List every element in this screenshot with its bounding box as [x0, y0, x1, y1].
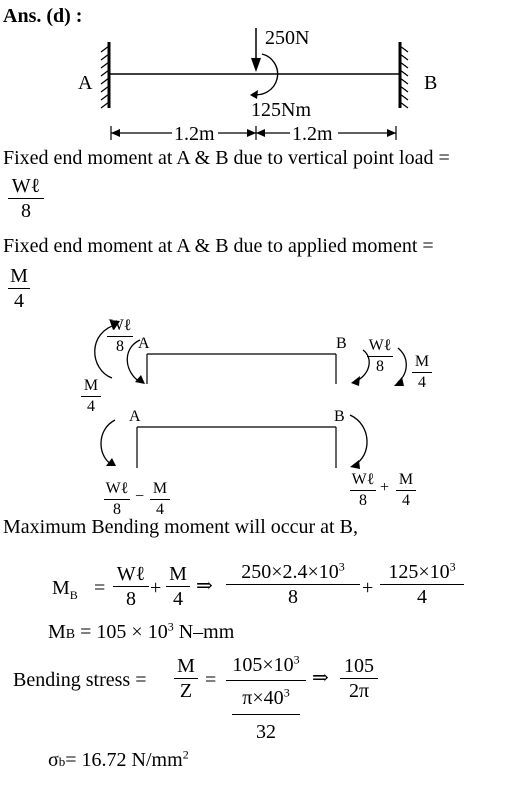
eq3-inner-bar — [232, 714, 300, 715]
eq1-term1: Wℓ 8 — [113, 564, 149, 609]
fraction-wl-8: Wℓ 8 — [8, 176, 44, 221]
eq1-term2: M 4 — [166, 564, 190, 609]
moment-label: 125Nm — [251, 99, 311, 121]
eq3-m-over-z: M Z — [174, 656, 198, 701]
eq3-f2-numerator: $105\times 10^3$ — [232, 652, 300, 676]
text-line-2: Fixed end moment at A & B due to applied moment = — [3, 235, 434, 257]
text-line-1: Fixed end moment at A & B due to vertical point load = — [3, 147, 450, 169]
moment-wl8-top-left: Wℓ 8 — [108, 317, 132, 355]
resultant-a-wl8: Wℓ 8 — [105, 480, 129, 518]
dimension-left: 1.2m — [174, 123, 215, 145]
dimension-right: 1.2m — [292, 123, 333, 145]
resultant-b-plus: + — [380, 479, 390, 496]
resultant-b-m4: M 4 — [396, 472, 416, 509]
label-a-bottom: A — [129, 408, 141, 425]
eq3-implies: ⇒ — [312, 667, 329, 689]
eq1-term4: $125\times 10^3$ 4 — [380, 562, 464, 607]
resultant-a-m4: M 4 — [150, 481, 170, 518]
eq3-f2-inner-denominator: 32 — [256, 721, 276, 743]
moment-m4-top-left: M 4 — [81, 378, 101, 415]
eq1-term3: $250\times 2.4\times 10^3$ 8 — [226, 562, 360, 607]
eq1-lhs: $M_B$ — [52, 577, 78, 602]
answer-label: Ans. (d) : — [3, 5, 83, 27]
eq1-equals: = — [94, 577, 106, 599]
eq4-final-stress: σb= 16.72 $N/mm^2$ — [48, 747, 189, 771]
eq3-main-bar — [226, 680, 306, 681]
fraction-m-4: M 4 — [8, 266, 30, 311]
support-a-label: A — [78, 72, 93, 94]
text-line-3: Maximum Bending moment will occur at B, — [3, 516, 358, 538]
support-b-label: B — [424, 72, 438, 94]
eq3-equals: = — [205, 669, 217, 691]
label-b-top: B — [336, 335, 347, 352]
moment-m4-top-right: M 4 — [412, 354, 432, 391]
point-load-label: 250N — [265, 27, 310, 49]
resultant-a-minus: − — [135, 488, 145, 505]
eq1-plus1: + — [150, 577, 162, 599]
moment-wl8-top-right: Wℓ 8 — [368, 337, 392, 375]
label-a-top: A — [138, 335, 150, 352]
eq3-label: Bending stress = — [13, 669, 147, 691]
eq2-mb-result: MB = $105 \times 10^3$ N–mm — [48, 619, 235, 643]
eq1-implies: ⇒ — [196, 575, 213, 597]
label-b-bottom: B — [334, 408, 345, 425]
resultant-b-wl8: Wℓ 8 — [351, 471, 375, 509]
eq1-plus2: + — [362, 577, 374, 599]
eq3-result-fraction: 105 2π — [340, 656, 378, 701]
eq3-f2-inner-numerator: $\pi\times 40^3$ — [242, 685, 290, 709]
